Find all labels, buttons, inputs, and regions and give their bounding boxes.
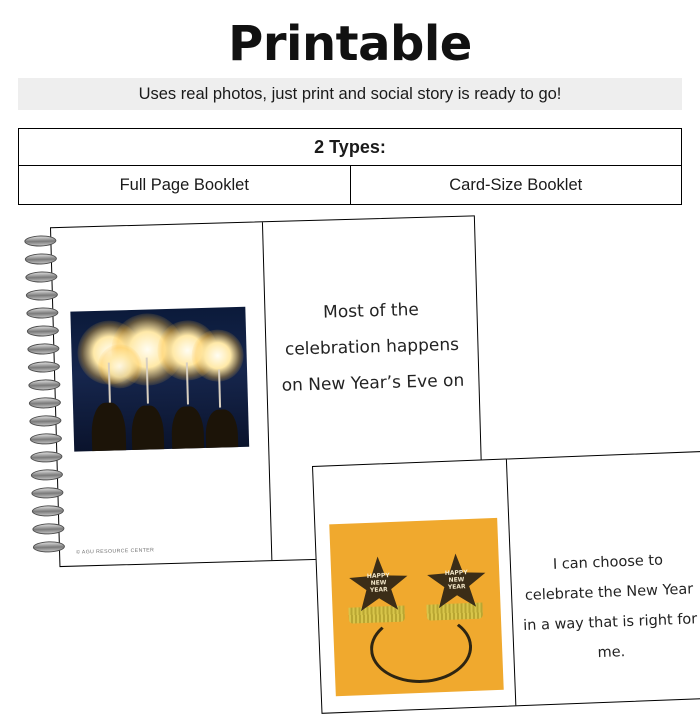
copyright-note: © AGU RESOURCE CENTER bbox=[76, 547, 155, 556]
full-page-booklet-story-text: Most of the celebration happens on New Year’s Eve on bbox=[281, 299, 465, 396]
card-size-booklet-spread bbox=[312, 451, 700, 714]
crown-label-line1: HAPPY bbox=[366, 572, 390, 580]
types-table bbox=[18, 128, 682, 205]
card-size-booklet-story-text: I can choose to celebrate the New Year in a way that is right for me. bbox=[522, 552, 698, 662]
types-cell-full-page: Full Page Booklet bbox=[19, 166, 351, 204]
crown-label-line3-b: YEAR bbox=[447, 583, 466, 591]
sparkler-photo bbox=[70, 307, 249, 452]
subtitle-banner bbox=[18, 78, 682, 110]
types-table-row bbox=[19, 166, 681, 204]
crown-label-line2: NEW bbox=[370, 579, 387, 587]
card-size-booklet-mockup bbox=[312, 451, 700, 716]
subtitle-text: Uses real photos, just print and social story is ready to go! bbox=[138, 84, 562, 103]
crown-label-line2-b: NEW bbox=[448, 576, 465, 584]
types-cell-card-size: Card-Size Booklet bbox=[449, 175, 583, 194]
page-title: Printable bbox=[228, 16, 472, 72]
happy-new-year-crowns-photo bbox=[329, 518, 503, 696]
full-page-booklet-left-page bbox=[51, 222, 272, 566]
crown-label-line3: YEAR bbox=[369, 586, 388, 594]
crown-label-line1-b: HAPPY bbox=[444, 569, 468, 577]
card-size-booklet-right-page bbox=[507, 452, 700, 705]
card-size-booklet-left-page bbox=[313, 460, 516, 713]
types-table-header: 2 Types: bbox=[19, 129, 681, 166]
